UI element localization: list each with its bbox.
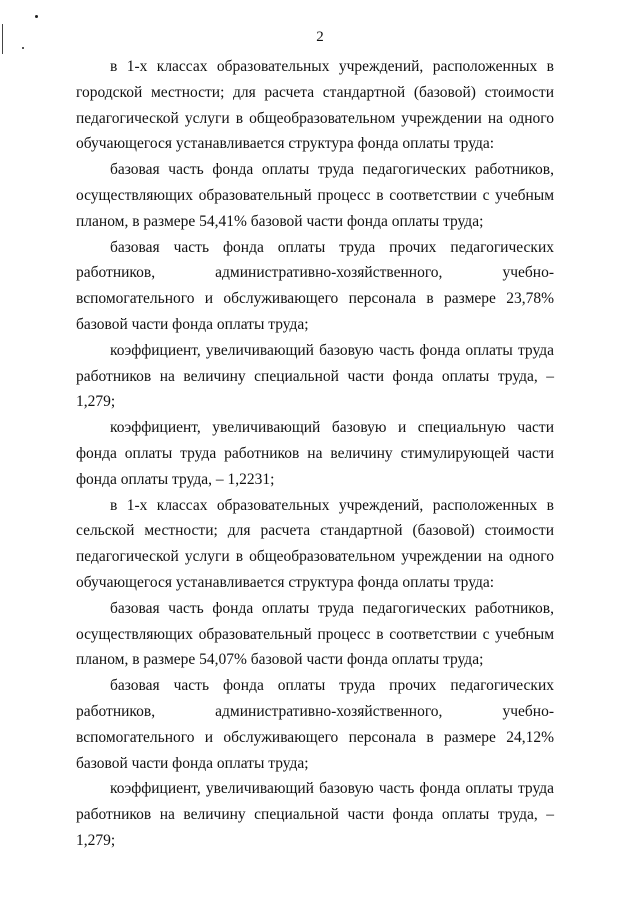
- paragraph-urban-intro: в 1-х классах образовательных учреждений, расположенных в городской местности; для расчета стандартной (базовой) стоимости педагогической услуги в общеобразовательном учреждении на одного обучающегося устанавливается структура фонда оплаты труда:: [76, 58, 554, 153]
- page-number: 2: [316, 29, 324, 45]
- paragraph-urban-special-coefficient: коэффициент, увеличивающий базовую часть фонда оплаты труда работников на величину специальной части фонда оплаты труда, – 1,279;: [76, 341, 554, 411]
- paragraph-urban-other-staff: базовая часть фонда оплаты труда прочих педагогических работников, административно-хозяйственного, учебно-вспомогательного и обслуживающего персонала в размере 23,78% базовой части фонда оплаты труда;: [76, 238, 554, 333]
- paragraph-rural-intro: в 1-х классах образовательных учреждений, расположенных в сельской местности; для расчета стандартной (базовой) стоимости педагогической услуги в общеобразовательном учреждении на одного обучающегося устанавливается структура фонда оплаты труда:: [76, 496, 554, 591]
- paragraph-urban-incentive-coefficient: коэффициент, увеличивающий базовую и специальную части фонда оплаты труда работников на величину стимулирующей части фонда оплаты труда, – 1,2231;: [76, 419, 554, 488]
- paragraph-urban-teaching-staff: базовая часть фонда оплаты труда педагогических работников, осуществляющих образовательный процесс в соответствии с учебным планом, в размере 54,41% базовой части фонда оплаты труда;: [76, 161, 554, 230]
- scan-artifact-tick: [22, 47, 24, 49]
- document-body: [76, 54, 554, 854]
- paragraph-rural-special-coefficient: коэффициент, увеличивающий базовую часть фонда оплаты труда работников на величину специальной части фонда оплаты труда, – 1,279;: [76, 780, 554, 849]
- paragraph-rural-teaching-staff: базовая часть фонда оплаты труда педагогических работников, осуществляющих образовательный процесс в соответствии с учебным планом, в размере 54,07% базовой части фонда оплаты труда;: [76, 599, 554, 669]
- scan-artifact-dot: [35, 15, 38, 18]
- paragraph-rural-other-staff: базовая часть фонда оплаты труда прочих педагогических работников, административно-хозяйственного, учебно-вспомогательного и обслуживающего персонала в размере 24,12% базовой части фонда оплаты труда;: [76, 677, 554, 772]
